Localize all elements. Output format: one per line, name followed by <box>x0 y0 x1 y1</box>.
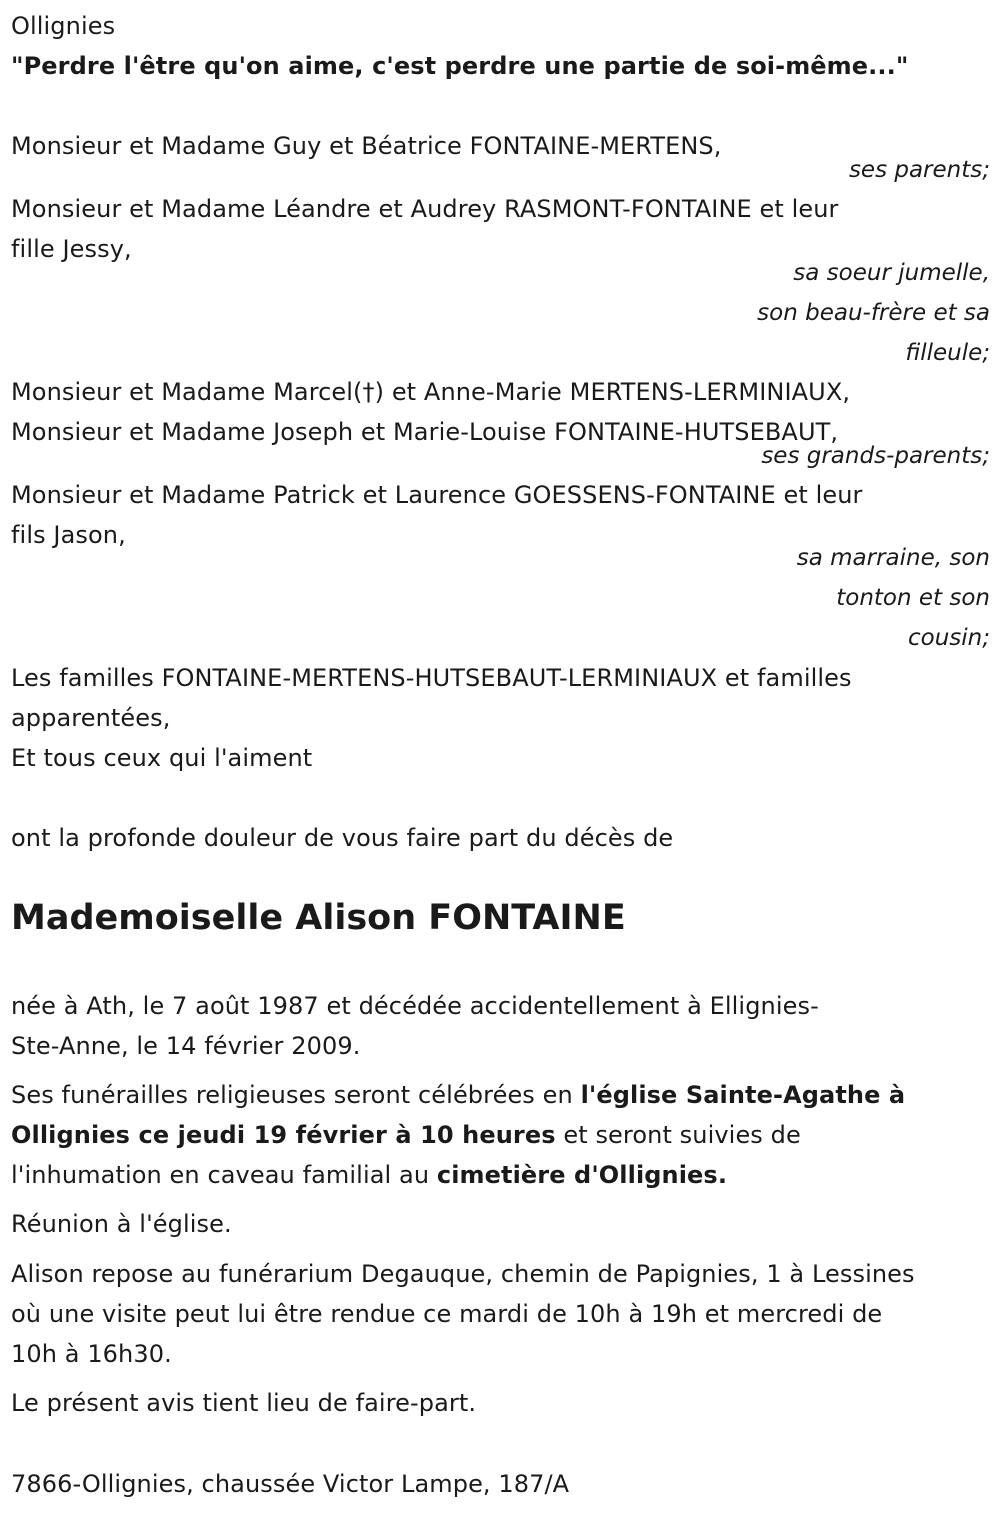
visit-line-3: 10h à 16h30. <box>11 1340 172 1368</box>
grandparents-relation: ses grands-parents; <box>761 443 990 469</box>
funeral-line-1 <box>11 1075 905 1115</box>
funeral-line-3-text: l'inhumation en caveau familial au <box>11 1161 437 1189</box>
visit-line-1: Alison repose au funérarium Degauque, chemin de Papignies, 1 à Lessines <box>11 1260 915 1288</box>
godmother-relation-2: tonton et son <box>836 585 990 611</box>
address-line: 7866-Ollignies, chaussée Victor Lampe, 187/A <box>11 1470 570 1498</box>
families-line-1: Les familles FONTAINE-MERTENS-HUTSEBAUT-LERMINIAUX et familles <box>11 664 852 692</box>
godmother-relation-3: cousin; <box>908 625 990 651</box>
parents-relation: ses parents; <box>848 157 990 183</box>
all-who-love-line: Et tous ceux qui l'aiment <box>11 744 313 772</box>
godmother-line-2: fils Jason, <box>11 521 126 549</box>
sister-relation-2: son beau-frère et sa <box>757 300 990 326</box>
funeral-line-2 <box>11 1115 801 1155</box>
visit-line-2: où une visite peut lui être rendue ce mardi de 10h à 19h et mercredi de <box>11 1300 883 1328</box>
memorial-quote: "Perdre l'être qu'on aime, c'est perdre une partie de soi-même..." <box>11 52 909 80</box>
location-heading: Ollignies <box>11 12 116 40</box>
birth-line-2: Ste-Anne, le 14 février 2009. <box>11 1032 361 1060</box>
funeral-date: Ollignies ce jeudi 19 février à 10 heures <box>11 1121 556 1149</box>
grandparents-line-1: Monsieur et Madame Marcel(†) et Anne-Marie MERTENS-LERMINIAUX, <box>11 378 851 406</box>
funeral-line-1-text: Ses funérailles religieuses seront célébrées en <box>11 1081 581 1109</box>
reunion-line: Réunion à l'église. <box>11 1210 232 1238</box>
parents-line: Monsieur et Madame Guy et Béatrice FONTAINE-MERTENS, <box>11 132 722 160</box>
birth-line-1: née à Ath, le 7 août 1987 et décédée accidentellement à Ellignies- <box>11 992 819 1020</box>
godmother-line-1: Monsieur et Madame Patrick et Laurence GOESSENS-FONTAINE et leur <box>11 481 863 509</box>
funeral-line-2-text: et seront suivies de <box>555 1121 801 1149</box>
funeral-line-3 <box>11 1155 727 1195</box>
sister-line-2: fille Jessy, <box>11 235 132 263</box>
funeral-church: l'église Sainte-Agathe à <box>580 1081 906 1109</box>
notice-line: Le présent avis tient lieu de faire-part. <box>11 1389 477 1417</box>
sister-line-1: Monsieur et Madame Léandre et Audrey RASMONT-FONTAINE et leur <box>11 195 839 223</box>
announcement-intro: ont la profonde douleur de vous faire part du décès de <box>11 824 674 852</box>
funeral-cemetery: cimetière d'Ollignies. <box>436 1161 728 1189</box>
families-line-2: apparentées, <box>11 704 171 732</box>
sister-relation-3: filleule; <box>905 340 990 366</box>
sister-relation-1: sa soeur jumelle, <box>793 260 990 286</box>
deceased-name: Mademoiselle Alison FONTAINE <box>11 898 626 938</box>
godmother-relation-1: sa marraine, son <box>796 545 990 571</box>
grandparents-line-2: Monsieur et Madame Joseph et Marie-Louise FONTAINE-HUTSEBAUT, <box>11 418 839 446</box>
